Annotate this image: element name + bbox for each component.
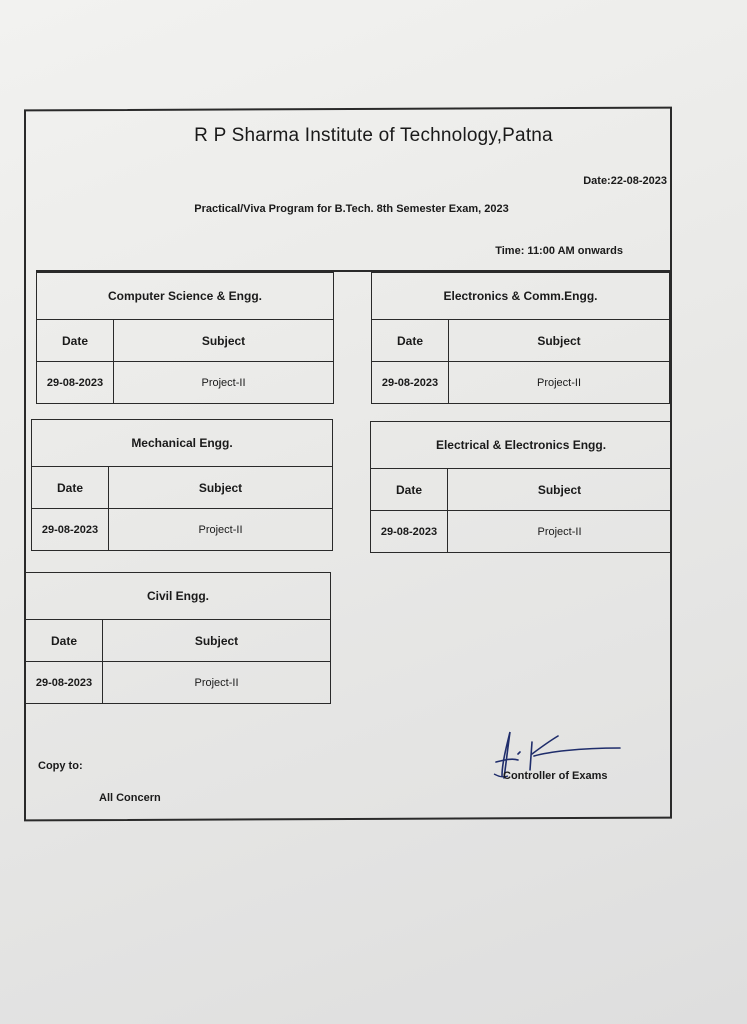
signatory-title: Controller of Exams: [503, 770, 608, 782]
exam-date: 29-08-2023: [32, 509, 109, 550]
table-row: [26, 662, 330, 703]
table-header-row: [372, 320, 669, 362]
col-subject-header: Subject: [537, 333, 581, 348]
exam-subject: Project-II: [201, 376, 246, 389]
dept-name: Computer Science & Engg.: [37, 273, 333, 320]
col-subject-header: Subject: [201, 333, 246, 348]
col-date-header: Date: [37, 320, 114, 361]
dept-name: Electrical & Electronics Engg.: [371, 422, 671, 469]
col-date-header: Date: [371, 469, 448, 510]
dept-table-civil: [25, 572, 331, 704]
dept-table-cse: [36, 272, 334, 404]
exam-subject: Project-II: [194, 676, 239, 689]
dept-table-eee: [370, 421, 672, 553]
table-row: [372, 362, 669, 403]
table-header-row: [26, 620, 330, 662]
exam-subject: Project-II: [536, 376, 581, 389]
issue-date: Date:22-08-2023: [583, 175, 667, 187]
dept-name: Mechanical Engg.: [32, 420, 332, 467]
col-date-header: Date: [372, 320, 449, 361]
dept-name: Electronics & Comm.Engg.: [372, 273, 669, 320]
signature-image: [488, 724, 628, 804]
exam-subject: Project-II: [198, 523, 243, 536]
exam-date: 29-08-2023: [37, 362, 114, 403]
table-row: [371, 511, 671, 552]
exam-date: 29-08-2023: [26, 662, 103, 703]
copy-recipients: All Concern: [99, 792, 161, 804]
exam-date: 29-08-2023: [371, 511, 448, 552]
institute-title: R P Sharma Institute of Technology,Patna: [194, 125, 553, 146]
table-row: [32, 509, 332, 550]
col-subject-header: Subject: [194, 633, 239, 648]
dept-table-ece: [371, 272, 670, 404]
exam-time: Time: 11:00 AM onwards: [495, 245, 623, 257]
col-date-header: Date: [26, 620, 103, 661]
table-header-row: [32, 467, 332, 509]
col-date-header: Date: [32, 467, 109, 508]
table-header-row: [371, 469, 671, 511]
copy-to-label: Copy to:: [38, 760, 83, 772]
table-header-row: [37, 320, 333, 362]
col-subject-header: Subject: [198, 480, 243, 495]
dept-table-me: [31, 419, 333, 551]
col-subject-header: Subject: [537, 482, 582, 497]
exam-subject: Project-II: [537, 525, 582, 538]
program-title: Practical/Viva Program for B.Tech. 8th Semester Exam, 2023: [194, 203, 509, 215]
dept-name: Civil Engg.: [26, 573, 330, 620]
table-row: [37, 362, 333, 403]
exam-date: 29-08-2023: [372, 362, 449, 403]
